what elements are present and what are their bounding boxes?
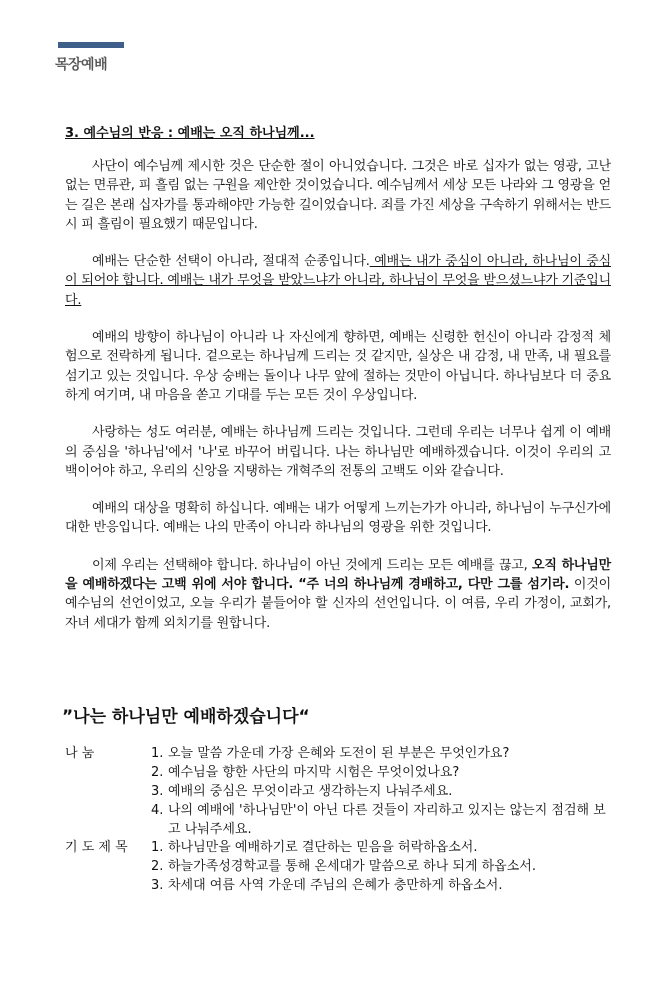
sharing-section: [65, 744, 611, 837]
prayer-label: 기 도 제 목: [65, 840, 128, 855]
paragraph-2-underlined: 예배는 내가 중심이 아니라, 하나님이 중심이 되어야 합니다. 예배는 내가 무엇을 받았느냐가 아니라, 하나님이 무엇을 받으셨느냐가 기준입니다.: [65, 254, 611, 308]
list-item: 3. 차세대 여름 사역 가운데 주님의 은혜가 충만하게 하옵소서.: [151, 878, 503, 893]
paragraph-5: 예배의 대상을 명확히 하십니다. 예배는 내가 어떻게 느끼는가가 아니라, 하나님이 누구신가에 대한 반응입니다. 예배는 나의 만족이 아니라 하나님의 영광을 위한 것입니다.: [65, 501, 611, 536]
paragraph-1: 사단이 예수님께 제시한 것은 단순한 절이 아니었습니다. 그것은 바로 십자가 없는 영광, 고난 없는 면류관, 피 흘림 없는 구원을 제안한 것이었습니다. 예수님께서 세상 모든 나라와 그 영광을 얻는 길은 본래 십자가를 통과해야만 가능한 길이었습니다. 죄를 가진 세상을 구속하기 위해서는 반드시 피 흘림이 필요했기 때문입니다.: [65, 159, 611, 232]
paragraph-2-lead: 예배는 단순한 선택이 아니라, 절대적 순종입니다.: [92, 254, 370, 270]
paragraph-6: [65, 556, 611, 633]
paragraph-4: 사랑하는 성도 여러분, 예배는 하나님께 드리는 것입니다. 그런데 우리는 너무나 쉽게 이 예배의 중심을 '하나님'에서 '나'로 바꾸어 버립니다. 나는 하나님만 예배하겠습니다. 이것이 우리의 고백이어야 하고, 우리의 신앙을 지탱하는 개혁주의 전통의 고백도 이와 같습니다.: [65, 425, 611, 479]
list-item: 1. 오늘 말씀 가운데 가장 은혜와 도전이 된 부분은 무엇인가요?: [151, 746, 510, 761]
prayer-list: [151, 838, 611, 895]
list-item: 2. 하늘가족성경학교를 통해 온세대가 말씀으로 하나 되게 하옵소서.: [151, 859, 536, 874]
paragraph-3: 예배의 방향이 하나님이 아니라 나 자신에게 향하면, 예배는 신령한 헌신이 아니라 감정적 체험으로 전락하게 됩니다. 겉으로는 하나님께 드리는 것 같지만, 실상은 내 감정, 내 만족, 내 필요를 섬기고 있는 것입니다. 우상 숭배는 돌이나 나무 앞에 절하는 것만이 아닙니다. 하나님보다 더 중요하게 여기며, 내 마음을 쏟고 기대를 두는 모든 것이 우상입니다.: [65, 330, 611, 403]
header-accent-bar: [58, 42, 124, 48]
sharing-label: 나 눔: [65, 746, 95, 761]
paragraph-6-lead: 이제 우리는 선택해야 합니다. 하나님이 아닌 것에게 드리는 모든 예배를 끊고,: [92, 557, 532, 573]
paragraph-2: [65, 252, 611, 310]
list-item: 3. 예배의 중심은 무엇이라고 생각하는지 나눠주세요.: [151, 784, 453, 799]
list-item: 1. 하나님만을 예배하기로 결단하는 믿음을 허락하옵소서.: [151, 840, 478, 855]
header-title: 목장예배: [55, 57, 108, 73]
prayer-section: [65, 838, 611, 898]
paragraph-6-bold: 오직 하나님만을 예배하겠다는 고백 위에 서야 합니다. “주 너의 하나님께 경배하고, 다만 그를 섬기라.: [65, 557, 611, 593]
paragraph-6-tail: 이것이 예수님의 선언이었고, 오늘 우리가 붙들어야 할 신자의 선언입니다. 이 여름, 우리 가정이, 교회가, 자녀 세대가 함께 외치기를 원합니다.: [65, 577, 611, 631]
sermon-body: [65, 122, 611, 651]
list-item: 2. 예수님을 향한 사단의 마지막 시험은 무엇이었나요?: [151, 765, 460, 780]
sharing-list: [151, 744, 611, 839]
list-item: 4. 나의 예배에 '하나님만'이 아닌 다른 것들이 자리하고 있지는 않는지 점검해 보고 나눠주세요.: [151, 803, 606, 837]
section-heading: 3. 예수님의 반응 : 예배는 오직 하나님께...: [65, 126, 315, 141]
slogan: ”나는 하나님만 예배하겠습니다“: [62, 707, 310, 727]
